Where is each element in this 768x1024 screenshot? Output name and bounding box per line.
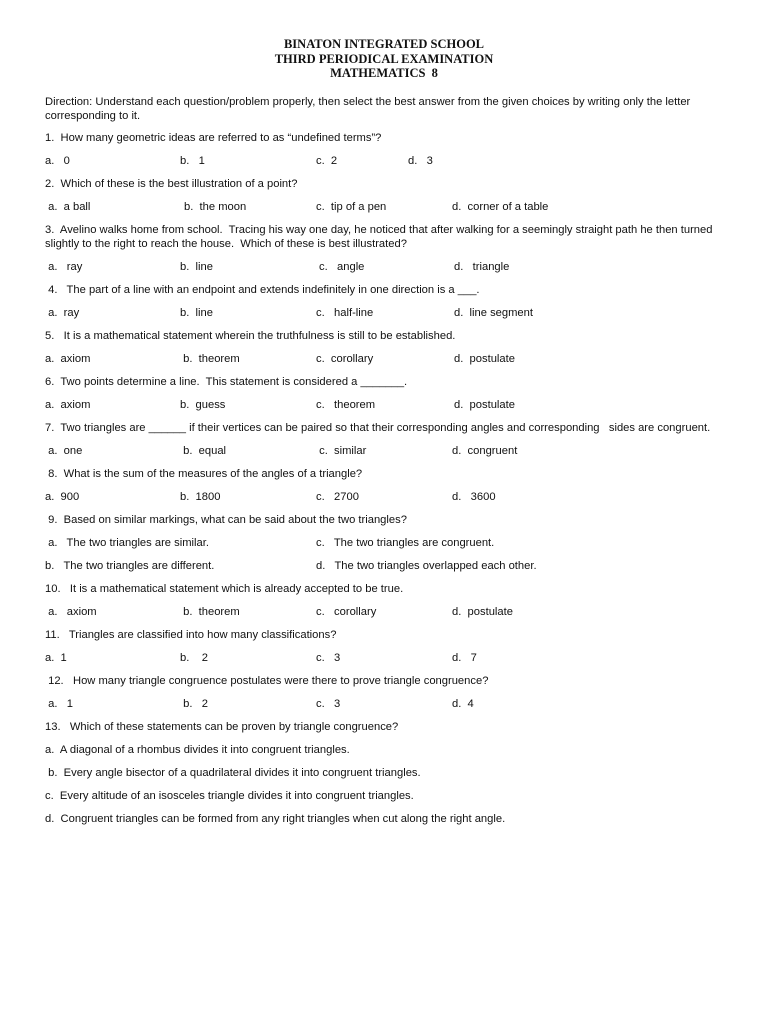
choice-d: d. Congruent triangles can be formed from any right triangles when cut along the right angle. bbox=[45, 813, 506, 825]
question-text: 8. What is the sum of the measures of the angles of a triangle? bbox=[45, 468, 363, 480]
question-1 bbox=[45, 131, 725, 168]
choice-d: d. postulate bbox=[454, 399, 515, 411]
choice-b: b. the moon bbox=[184, 201, 247, 213]
choice-c: c. corollary bbox=[316, 606, 377, 618]
choice-b: b. The two triangles are different. bbox=[45, 560, 215, 572]
choice-c: c. theorem bbox=[316, 399, 376, 411]
choices bbox=[45, 444, 725, 458]
subject-title: MATHEMATICS 8 bbox=[330, 66, 438, 80]
choice-d: d. The two triangles overlapped each other. bbox=[316, 560, 537, 572]
choice-d: d. line segment bbox=[454, 307, 533, 319]
question-text: 9. Based on similar markings, what can be said about the two triangles? bbox=[45, 514, 407, 526]
choice-a: a. 1 bbox=[45, 698, 73, 710]
choice-a: a. axiom bbox=[45, 399, 91, 411]
choices bbox=[45, 200, 725, 214]
question-7 bbox=[45, 421, 725, 458]
choices bbox=[45, 398, 725, 412]
choice-d: d. 3 bbox=[408, 155, 433, 167]
choice-c: c. The two triangles are congruent. bbox=[316, 537, 495, 549]
question-text: 5. It is a mathematical statement wherein the truthfulness is still to be established. bbox=[45, 330, 456, 342]
choice-b: b. guess bbox=[180, 399, 226, 411]
question-text: 4. The part of a line with an endpoint and extends indefinitely in one direction is a ___. bbox=[45, 284, 480, 296]
question-text: 10. It is a mathematical statement which is already accepted to be true. bbox=[45, 583, 404, 595]
choices bbox=[45, 154, 725, 168]
choices bbox=[45, 306, 725, 320]
choice-a: a. 0 bbox=[45, 155, 70, 167]
choice-c: c. similar bbox=[316, 445, 367, 457]
choice-c: c. tip of a pen bbox=[316, 201, 387, 213]
exam-body bbox=[45, 95, 725, 835]
choice-a: a. 1 bbox=[45, 652, 67, 664]
question-text: 12. How many triangle congruence postulates were there to prove triangle congruence? bbox=[45, 675, 489, 687]
choice-a: a. ray bbox=[45, 261, 83, 273]
choice-c: c. corollary bbox=[316, 353, 374, 365]
choices bbox=[45, 697, 725, 711]
question-2 bbox=[45, 177, 725, 214]
choices bbox=[45, 490, 725, 504]
choice-b: b. equal bbox=[180, 445, 227, 457]
choice-d: d. 3600 bbox=[452, 491, 496, 503]
question-8 bbox=[45, 467, 725, 504]
choice-a: a. one bbox=[45, 445, 83, 457]
choice-d: d. triangle bbox=[454, 261, 510, 273]
question-12 bbox=[45, 674, 725, 711]
choice-c: c. 2700 bbox=[316, 491, 359, 503]
question-13 bbox=[45, 720, 725, 826]
choice-a: a. The two triangles are similar. bbox=[45, 537, 209, 549]
question-text: 13. Which of these statements can be proven by triangle congruence? bbox=[45, 721, 399, 733]
choice-d: d. postulate bbox=[454, 353, 515, 365]
question-9 bbox=[45, 513, 725, 573]
choice-d: d. 4 bbox=[452, 698, 474, 710]
question-11 bbox=[45, 628, 725, 665]
choice-b: b. 2 bbox=[180, 698, 208, 710]
question-5 bbox=[45, 329, 725, 366]
question-4 bbox=[45, 283, 725, 320]
question-text: 1. How many geometric ideas are referred to as “undefined terms”? bbox=[45, 132, 382, 144]
choice-b: b. Every angle bisector of a quadrilateral divides it into congruent triangles. bbox=[45, 767, 421, 779]
choice-c: c. Every altitude of an isosceles triangle divides it into congruent triangles. bbox=[45, 790, 414, 802]
question-3 bbox=[45, 223, 725, 274]
choices bbox=[45, 651, 725, 665]
choices bbox=[45, 260, 725, 274]
question-10 bbox=[45, 582, 725, 619]
choice-d: d. corner of a table bbox=[452, 201, 549, 213]
choice-c: c. half-line bbox=[316, 307, 374, 319]
choice-b: b. theorem bbox=[180, 606, 240, 618]
choice-d: d. 7 bbox=[452, 652, 477, 664]
choice-c: c. 3 bbox=[316, 698, 341, 710]
choice-b: b. 1 bbox=[180, 155, 205, 167]
choice-a: a. axiom bbox=[45, 606, 97, 618]
exam-title: THIRD PERIODICAL EXAMINATION bbox=[274, 51, 494, 66]
choice-d: d. postulate bbox=[452, 606, 513, 618]
choice-d: d. congruent bbox=[452, 445, 518, 457]
question-text: 3. Avelino walks home from school. Tracing his way one day, he noticed that after walking for a seemingly straight path he then turned slightly to the right to reach the house. Which of these is best illustrated? bbox=[45, 224, 716, 250]
choice-b: b. line bbox=[180, 261, 213, 273]
question-text: 11. Triangles are classified into how many classifications? bbox=[45, 629, 337, 641]
question-6 bbox=[45, 375, 725, 412]
choice-a: a. A diagonal of a rhombus divides it into congruent triangles. bbox=[45, 744, 350, 756]
choice-a: a. 900 bbox=[45, 491, 80, 503]
choices bbox=[45, 352, 725, 366]
question-text: 7. Two triangles are ______ if their vertices can be paired so that their corresponding angles and corresponding sides are congruent. bbox=[45, 422, 711, 434]
exam-header bbox=[0, 37, 768, 81]
choice-c: c. 2 bbox=[316, 155, 338, 167]
choice-a: a. ray bbox=[45, 307, 80, 319]
school-name: BINATON INTEGRATED SCHOOL bbox=[283, 37, 485, 51]
choice-b: b. 1800 bbox=[180, 491, 221, 503]
question-text: 6. Two points determine a line. This statement is considered a _______. bbox=[45, 376, 408, 388]
choice-c: c. angle bbox=[319, 261, 365, 273]
question-text: 2. Which of these is the best illustration of a point? bbox=[45, 178, 298, 190]
direction-text: Direction: Understand each question/problem properly, then select the best answer from the given choices by writing only the letter corresponding to it. bbox=[45, 96, 691, 122]
choice-b: b. 2 bbox=[180, 652, 208, 664]
choices bbox=[45, 605, 725, 619]
choice-b: b. line bbox=[180, 307, 213, 319]
choice-b: b. theorem bbox=[180, 353, 240, 365]
choice-a: a. axiom bbox=[45, 353, 91, 365]
choices bbox=[45, 536, 725, 573]
choice-a: a. a ball bbox=[45, 201, 91, 213]
choice-c: c. 3 bbox=[316, 652, 341, 664]
